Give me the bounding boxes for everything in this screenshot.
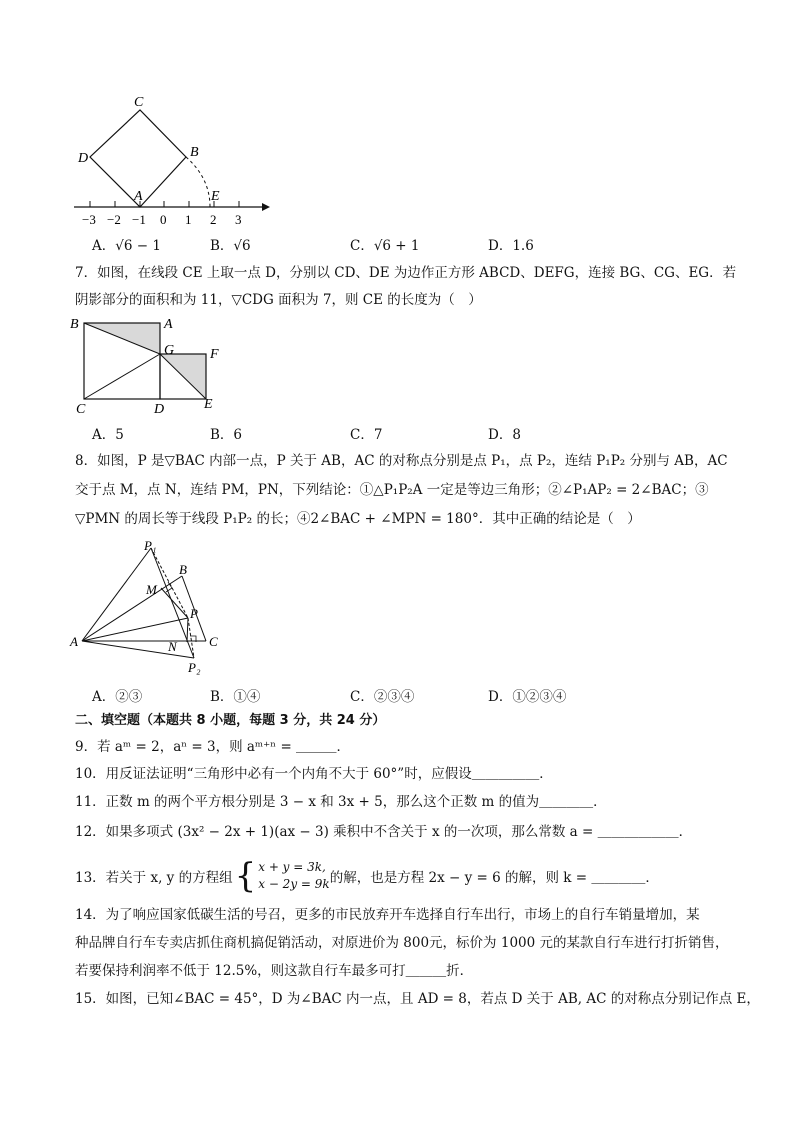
option-b[interactable]: B．6 xyxy=(210,427,243,443)
option-a[interactable]: A．√6 − 1 xyxy=(92,238,161,254)
option-a[interactable]: A．5 xyxy=(92,427,124,443)
equation-2: x − 2y = 9k xyxy=(258,877,330,891)
tick-label: 1 xyxy=(185,212,192,227)
point-label-D: D xyxy=(154,402,165,416)
option-d[interactable]: D．8 xyxy=(488,427,521,443)
question-11: 11．正数 m 的两个平方根分别是 3 − x 和 3x + 5，那么这个正数 m 的值为＿＿＿＿． xyxy=(75,794,607,810)
option-d[interactable]: D．1.6 xyxy=(488,238,534,254)
option-b[interactable]: B．√6 xyxy=(210,238,251,254)
question-14-line-2: 种品牌自行车专卖店抓住商机搞促销活动，对原进价为 800元，标价为 1000 元的某款自行车进行打折销售， xyxy=(75,935,729,951)
option-a[interactable]: A．②③ xyxy=(92,689,143,705)
squares-figure xyxy=(68,312,228,416)
point-label-B: B xyxy=(190,145,199,160)
question-14-line-3: 若要保持利润率不低于 12.5%，则这款自行车最多可打＿＿＿折． xyxy=(75,963,474,979)
question-14-line-1: 14．为了响应国家低碳生活的号召，更多的市民放弃开车选择自行车出行，市场上的自行车销量增加，某 xyxy=(75,907,700,923)
option-c[interactable]: C．7 xyxy=(350,427,383,443)
point-label-E: E xyxy=(204,397,213,412)
question-12: 12．如果多项式 (3x² − 2x + 1)(ax − 3) 乘积中不含关于 x 的一次项，那么常数 a = ＿＿＿＿＿＿． xyxy=(75,824,693,840)
question-8-line-1: 8．如图，P 是▽BAC 内部一点，P 关于 AB，AC 的对称点分别是点 P₁，点 P₂，连结 P₁P₂ 分别与 AB，AC xyxy=(75,453,728,469)
option-d[interactable]: D．①②③④ xyxy=(488,689,567,705)
point-label-F: F xyxy=(210,347,219,362)
question-13 xyxy=(75,854,659,898)
section-heading: 二、填空题（本题共 8 小题，每题 3 分，共 24 分） xyxy=(75,713,386,728)
question-13-suffix: 的解，也是方程 2x − y = 6 的解，则 k = ＿＿＿＿． xyxy=(329,870,659,886)
tick-label: 3 xyxy=(235,212,242,227)
question-9: 9．若 aᵐ = 2，aⁿ = 3，则 aᵐ⁺ⁿ = ＿＿＿． xyxy=(75,739,351,755)
tick-label: 2 xyxy=(210,212,217,227)
equation-1: x + y = 3k, xyxy=(258,860,326,874)
tick-label: −3 xyxy=(82,212,96,227)
question-10: 10．用反证法证明“三角形中必有一个内角不大于 60°”时，应假设＿＿＿＿＿． xyxy=(75,766,553,782)
question-15: 15．如图，已知∠BAC = 45°，D 为∠BAC 内一点，且 AD = 8，若点 D 关于 AB, AC 的对称点分别记作点 E， xyxy=(75,991,760,1007)
point-label-B: B xyxy=(179,562,187,577)
point-label-C: C xyxy=(134,95,144,110)
question-8-line-2: 交于点 M，点 N，连结 PM，PN，下列结论：①△P₁P₂A 一定是等边三角形；②∠P₁AP₂ = 2∠BAC；③ xyxy=(75,482,709,498)
option-b[interactable]: B．①④ xyxy=(210,689,261,705)
question-7-line-2: 阴影部分的面积和为 11，▽CDG 面积为 7，则 CE 的长度为（ ） xyxy=(75,292,482,308)
point-label-A: A xyxy=(70,634,78,649)
point-label-A: A xyxy=(134,189,143,204)
option-c[interactable]: C．②③④ xyxy=(350,689,415,705)
question-7-line-1: 7．如图，在线段 CE 上取一点 D，分别以 CD、DE 为边作正方形 ABCD、DEFG，连接 BG、CG、EG．若 xyxy=(75,265,737,281)
equation-system xyxy=(258,859,329,893)
question-8-line-3: ▽PMN 的周长等于线段 P₁P₂ 的长；④2∠BAC + ∠MPN = 180°．其中正确的结论是（ ） xyxy=(75,511,641,527)
brace-icon: { xyxy=(234,856,257,896)
point-label-B: B xyxy=(70,317,79,332)
point-label-A: A xyxy=(164,317,173,332)
tick-label: −2 xyxy=(107,212,121,227)
point-label-N: N xyxy=(168,639,177,654)
point-label-C: C xyxy=(209,634,218,649)
point-label-M: M xyxy=(146,582,157,597)
question-13-prefix: 13．若关于 x, y 的方程组 xyxy=(75,870,233,886)
tick-label: −1 xyxy=(132,212,146,227)
point-label-P: P xyxy=(190,606,198,621)
point-label-D: D xyxy=(78,151,89,166)
point-label-C: C xyxy=(76,402,86,416)
tick-label: 0 xyxy=(160,212,167,227)
option-c[interactable]: C．√6 + 1 xyxy=(350,238,420,254)
point-label-P2: P₂ xyxy=(188,660,201,675)
point-label-P1: P₁ xyxy=(144,538,157,553)
number-line-figure xyxy=(70,90,280,230)
point-label-G: G xyxy=(164,343,175,358)
reflection-figure xyxy=(66,538,236,678)
point-label-E: E xyxy=(211,189,220,204)
